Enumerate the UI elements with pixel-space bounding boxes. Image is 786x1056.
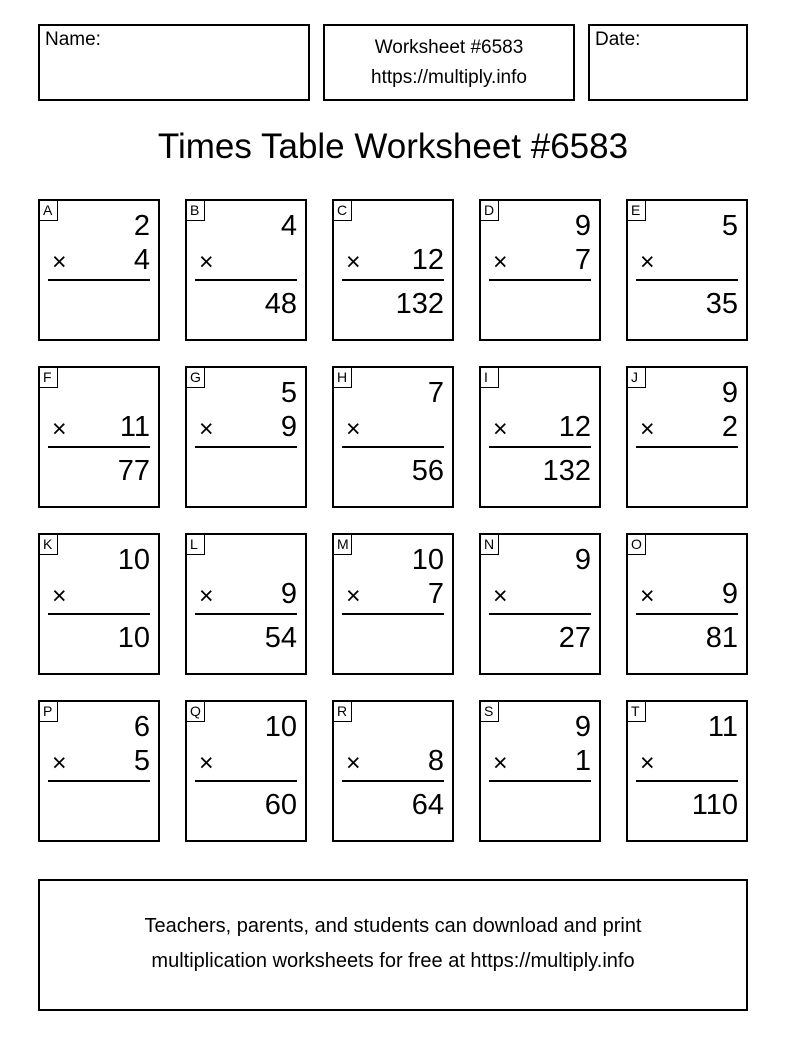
top-factor: 2 [133,210,150,242]
product-answer: 10 [117,622,150,654]
bottom-factor: 2 [721,411,738,443]
top-factor: 11 [707,711,738,743]
problem-card-m [332,533,454,675]
problem-letter: G [186,367,205,388]
answer-line [636,446,738,448]
problem-card-o [626,533,748,675]
product-answer: 132 [542,455,591,487]
worksheet-number-text: Worksheet #6583 [374,37,524,58]
answer-line [342,613,444,615]
problem-letter: B [186,200,205,221]
bottom-factor: 1 [574,745,591,777]
problem-card-d [479,199,601,341]
worksheet-url-text: https://multiply.info [371,67,527,88]
problem-letter: E [627,200,646,221]
multiply-sign: × [52,248,67,276]
answer-line [48,446,150,448]
problem-card-c [332,199,454,341]
multiply-sign: × [346,582,361,610]
problem-card-n [479,533,601,675]
problem-card-t [626,700,748,842]
product-answer: 54 [264,622,297,654]
answer-line [342,780,444,782]
problem-card-b [185,199,307,341]
bottom-factor: 4 [133,244,150,276]
problem-letter: P [39,701,58,722]
problem-letter: S [480,701,499,722]
bottom-factor: 12 [558,411,591,443]
bottom-factor: 11 [119,411,150,443]
product-answer: 64 [411,789,444,821]
problem-letter: A [39,200,58,221]
answer-line [195,613,297,615]
multiply-sign: × [493,248,508,276]
product-answer: 77 [117,455,150,487]
top-factor: 5 [280,377,297,409]
bottom-factor: 8 [427,745,444,777]
answer-line [489,780,591,782]
bottom-factor: 9 [721,578,738,610]
multiply-sign: × [493,582,508,610]
problem-letter: I [480,367,499,388]
problem-letter: C [333,200,352,221]
problem-letter: J [627,367,646,388]
problem-letter: L [186,534,205,555]
product-answer: 132 [395,288,444,320]
problem-card-j [626,366,748,508]
top-factor: 5 [721,210,738,242]
bottom-factor: 9 [280,411,297,443]
multiply-sign: × [199,415,214,443]
product-answer: 56 [411,455,444,487]
multiply-sign: × [346,749,361,777]
problem-card-h [332,366,454,508]
multiply-sign: × [640,415,655,443]
answer-line [636,780,738,782]
top-factor: 9 [574,711,591,743]
problem-card-p [38,700,160,842]
multiply-sign: × [640,248,655,276]
multiply-sign: × [493,415,508,443]
multiply-sign: × [640,749,655,777]
footer-box [38,879,748,1011]
problem-card-f [38,366,160,508]
problem-letter: R [333,701,352,722]
bottom-factor: 7 [574,244,591,276]
answer-line [195,446,297,448]
problem-letter: D [480,200,499,221]
answer-line [48,780,150,782]
top-factor: 9 [721,377,738,409]
product-answer: 35 [705,288,738,320]
bottom-factor: 7 [427,578,444,610]
problem-card-e [626,199,748,341]
top-factor: 6 [133,711,150,743]
multiply-sign: × [493,749,508,777]
problem-card-g [185,366,307,508]
problem-card-k [38,533,160,675]
answer-line [195,780,297,782]
answer-line [489,613,591,615]
answer-line [342,446,444,448]
product-answer: 60 [264,789,297,821]
multiply-sign: × [199,582,214,610]
answer-line [636,279,738,281]
problem-card-i [479,366,601,508]
answer-line [48,279,150,281]
problem-letter: Q [186,701,205,722]
problem-card-s [479,700,601,842]
product-answer: 48 [264,288,297,320]
answer-line [195,279,297,281]
top-factor: 10 [264,711,297,743]
answer-line [342,279,444,281]
multiply-sign: × [52,582,67,610]
answer-line [636,613,738,615]
top-factor: 10 [117,544,150,576]
problem-letter: F [39,367,58,388]
top-factor: 4 [280,210,297,242]
problem-card-r [332,700,454,842]
problem-card-l [185,533,307,675]
answer-line [48,613,150,615]
multiply-sign: × [640,582,655,610]
top-factor: 7 [427,377,444,409]
bottom-factor: 5 [133,745,150,777]
problem-letter: K [39,534,58,555]
problem-card-q [185,700,307,842]
bottom-factor: 9 [280,578,297,610]
page-title: Times Table Worksheet #6583 [157,127,629,166]
answer-line [489,279,591,281]
multiply-sign: × [346,415,361,443]
problem-letter: T [627,701,646,722]
problem-letter: N [480,534,499,555]
top-factor: 10 [411,544,444,576]
product-answer: 81 [705,622,738,654]
multiply-sign: × [52,415,67,443]
answer-line [489,446,591,448]
product-answer: 110 [691,789,738,821]
multiply-sign: × [199,248,214,276]
problem-card-a [38,199,160,341]
multiply-sign: × [52,749,67,777]
multiply-sign: × [346,248,361,276]
footer-line-2: multiplication worksheets for free at https://multiply.info [151,950,635,972]
problem-letter: M [333,534,352,555]
product-answer: 27 [558,622,591,654]
name-label: Name: [45,29,101,50]
problem-letter: H [333,367,352,388]
bottom-factor: 12 [411,244,444,276]
problem-letter: O [627,534,646,555]
top-factor: 9 [574,210,591,242]
footer-line-1: Teachers, parents, and students can download and print [144,915,642,937]
date-label: Date: [595,29,641,50]
top-factor: 9 [574,544,591,576]
multiply-sign: × [199,749,214,777]
